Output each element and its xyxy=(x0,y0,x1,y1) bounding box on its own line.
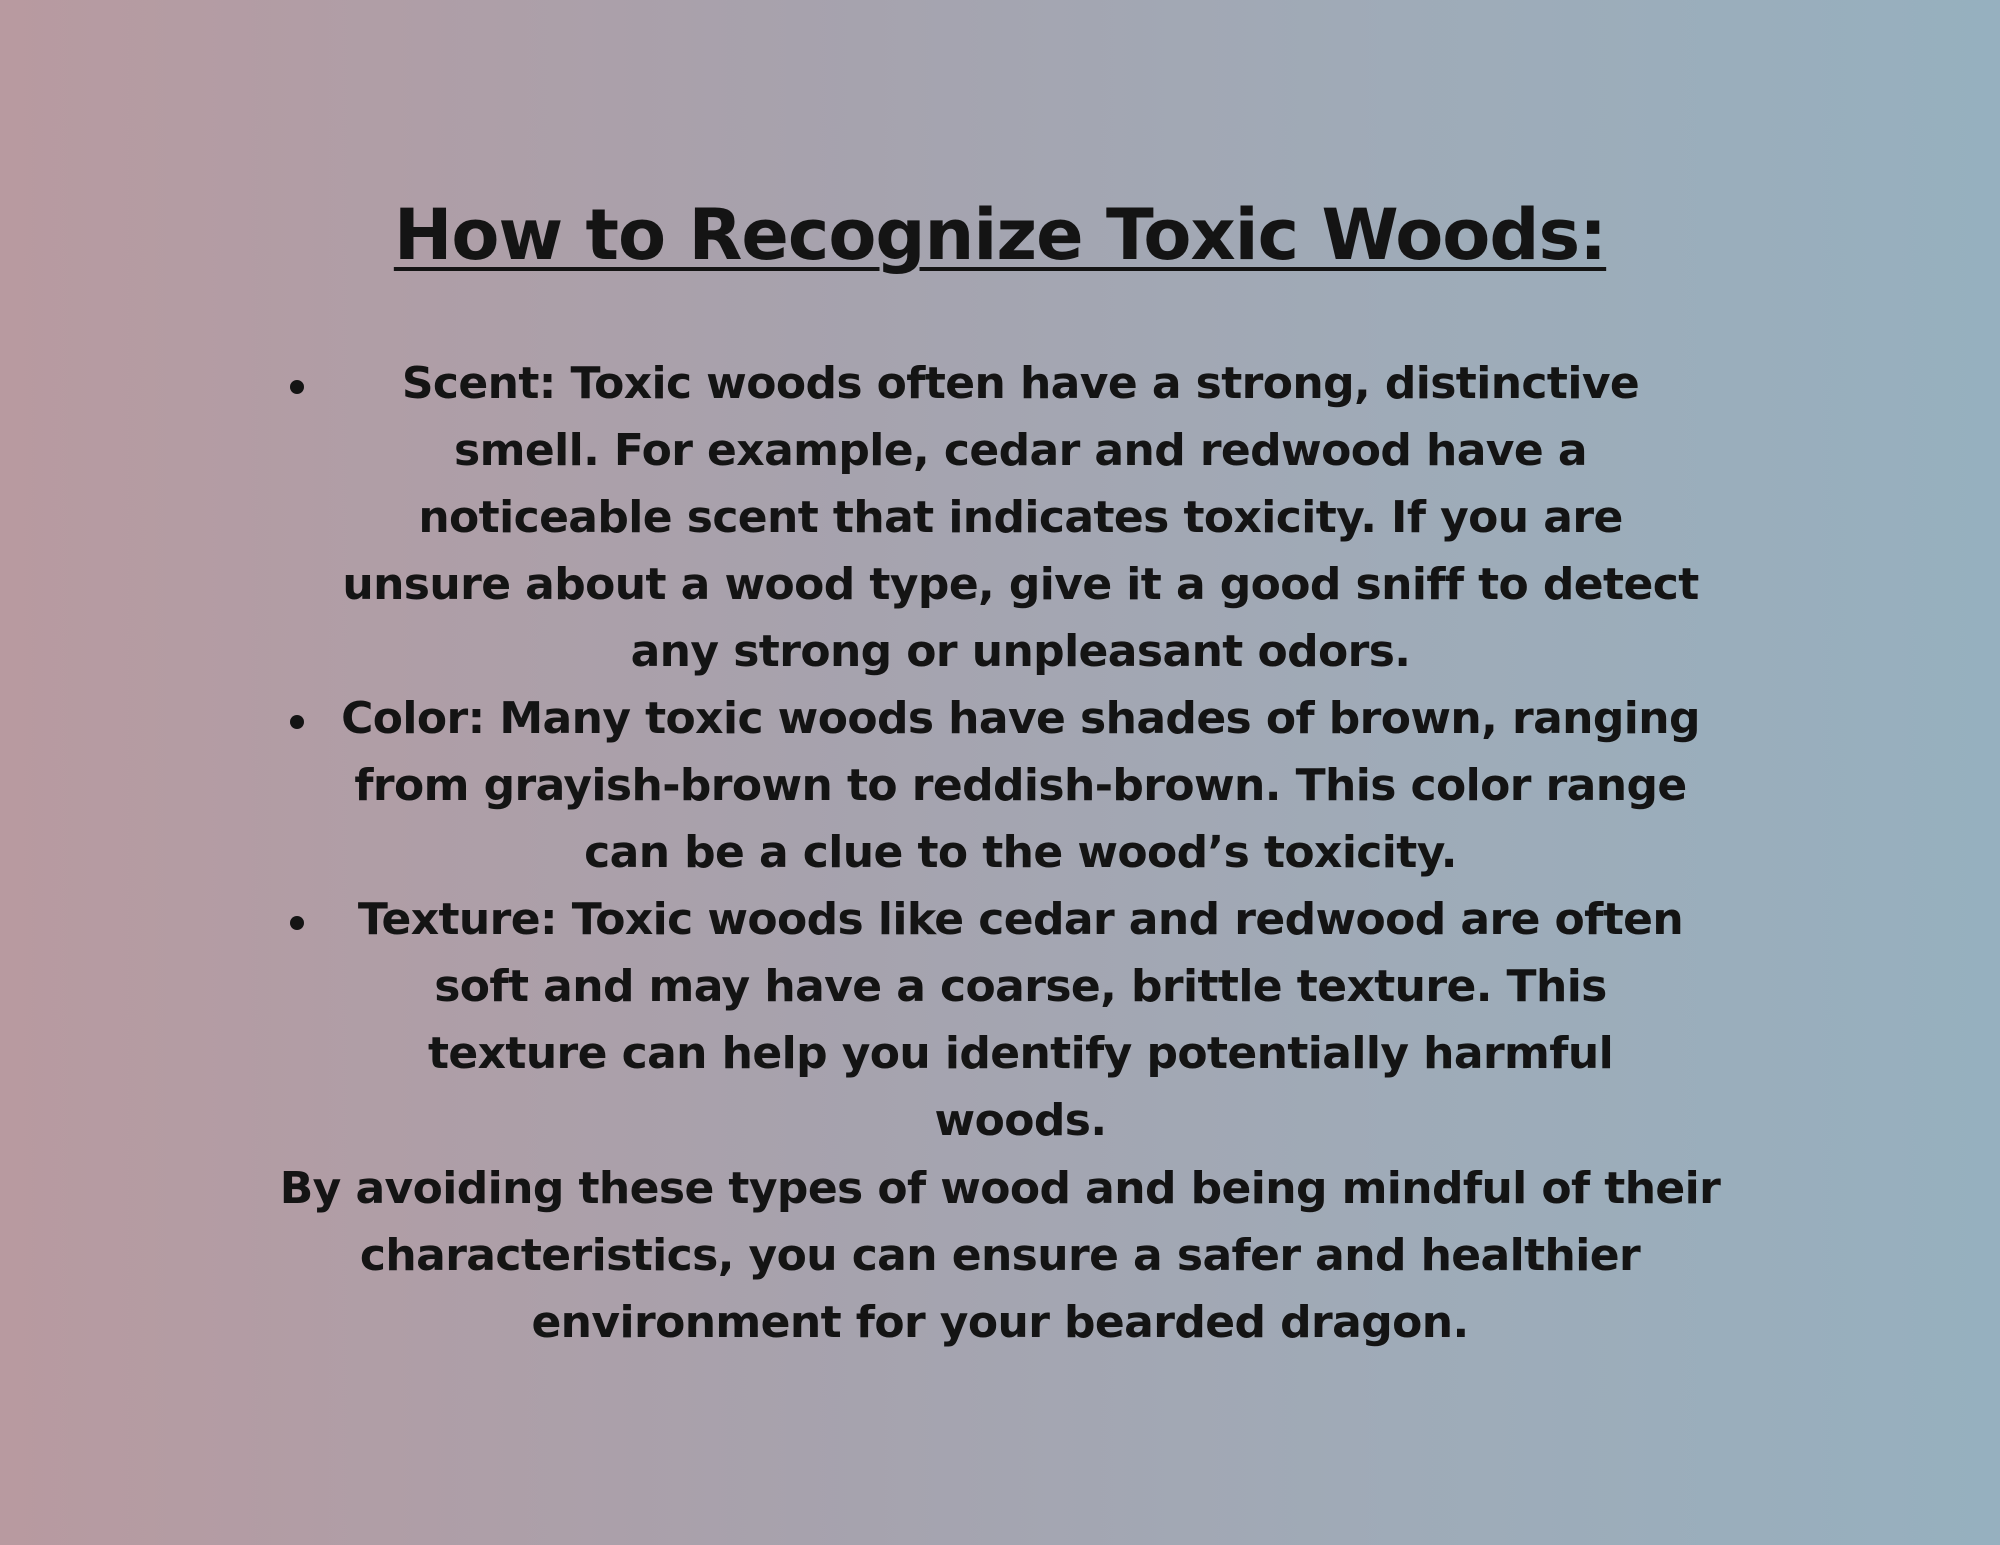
page-title xyxy=(0,190,2000,280)
bullet-icon xyxy=(290,916,304,930)
page-title-text: How to Recognize Toxic Woods: xyxy=(393,194,1607,276)
bullet-item-color xyxy=(290,685,1750,886)
bullet-list xyxy=(290,350,1750,1154)
bullet-item-texture xyxy=(290,886,1750,1154)
bullet-text-scent: Scent: Toxic woods often have a strong, distinctive smell. For example, cedar and redwood have a noticeable scent that indicates toxicity. If you are unsure about a wood type, give it a good sniff to detect any strong or unpleasant odors. xyxy=(342,358,1699,677)
bullet-text-color: Color: Many toxic woods have shades of brown, ranging from grayish-brown to reddish-brown. This color range can be a clue to the wood’s toxicity. xyxy=(341,693,1700,878)
bullet-icon xyxy=(290,380,304,394)
bullet-item-scent xyxy=(290,350,1750,685)
bullet-icon xyxy=(290,715,304,729)
closing-paragraph: By avoiding these types of wood and being mindful of their characteristics, you can ensure a safer and healthier environment for your bearded dragon. xyxy=(279,1163,1721,1348)
bullet-text-texture: Texture: Toxic woods like cedar and redwood are often soft and may have a coarse, brittle texture. This texture can help you identify potentially harmful woods. xyxy=(357,894,1684,1146)
